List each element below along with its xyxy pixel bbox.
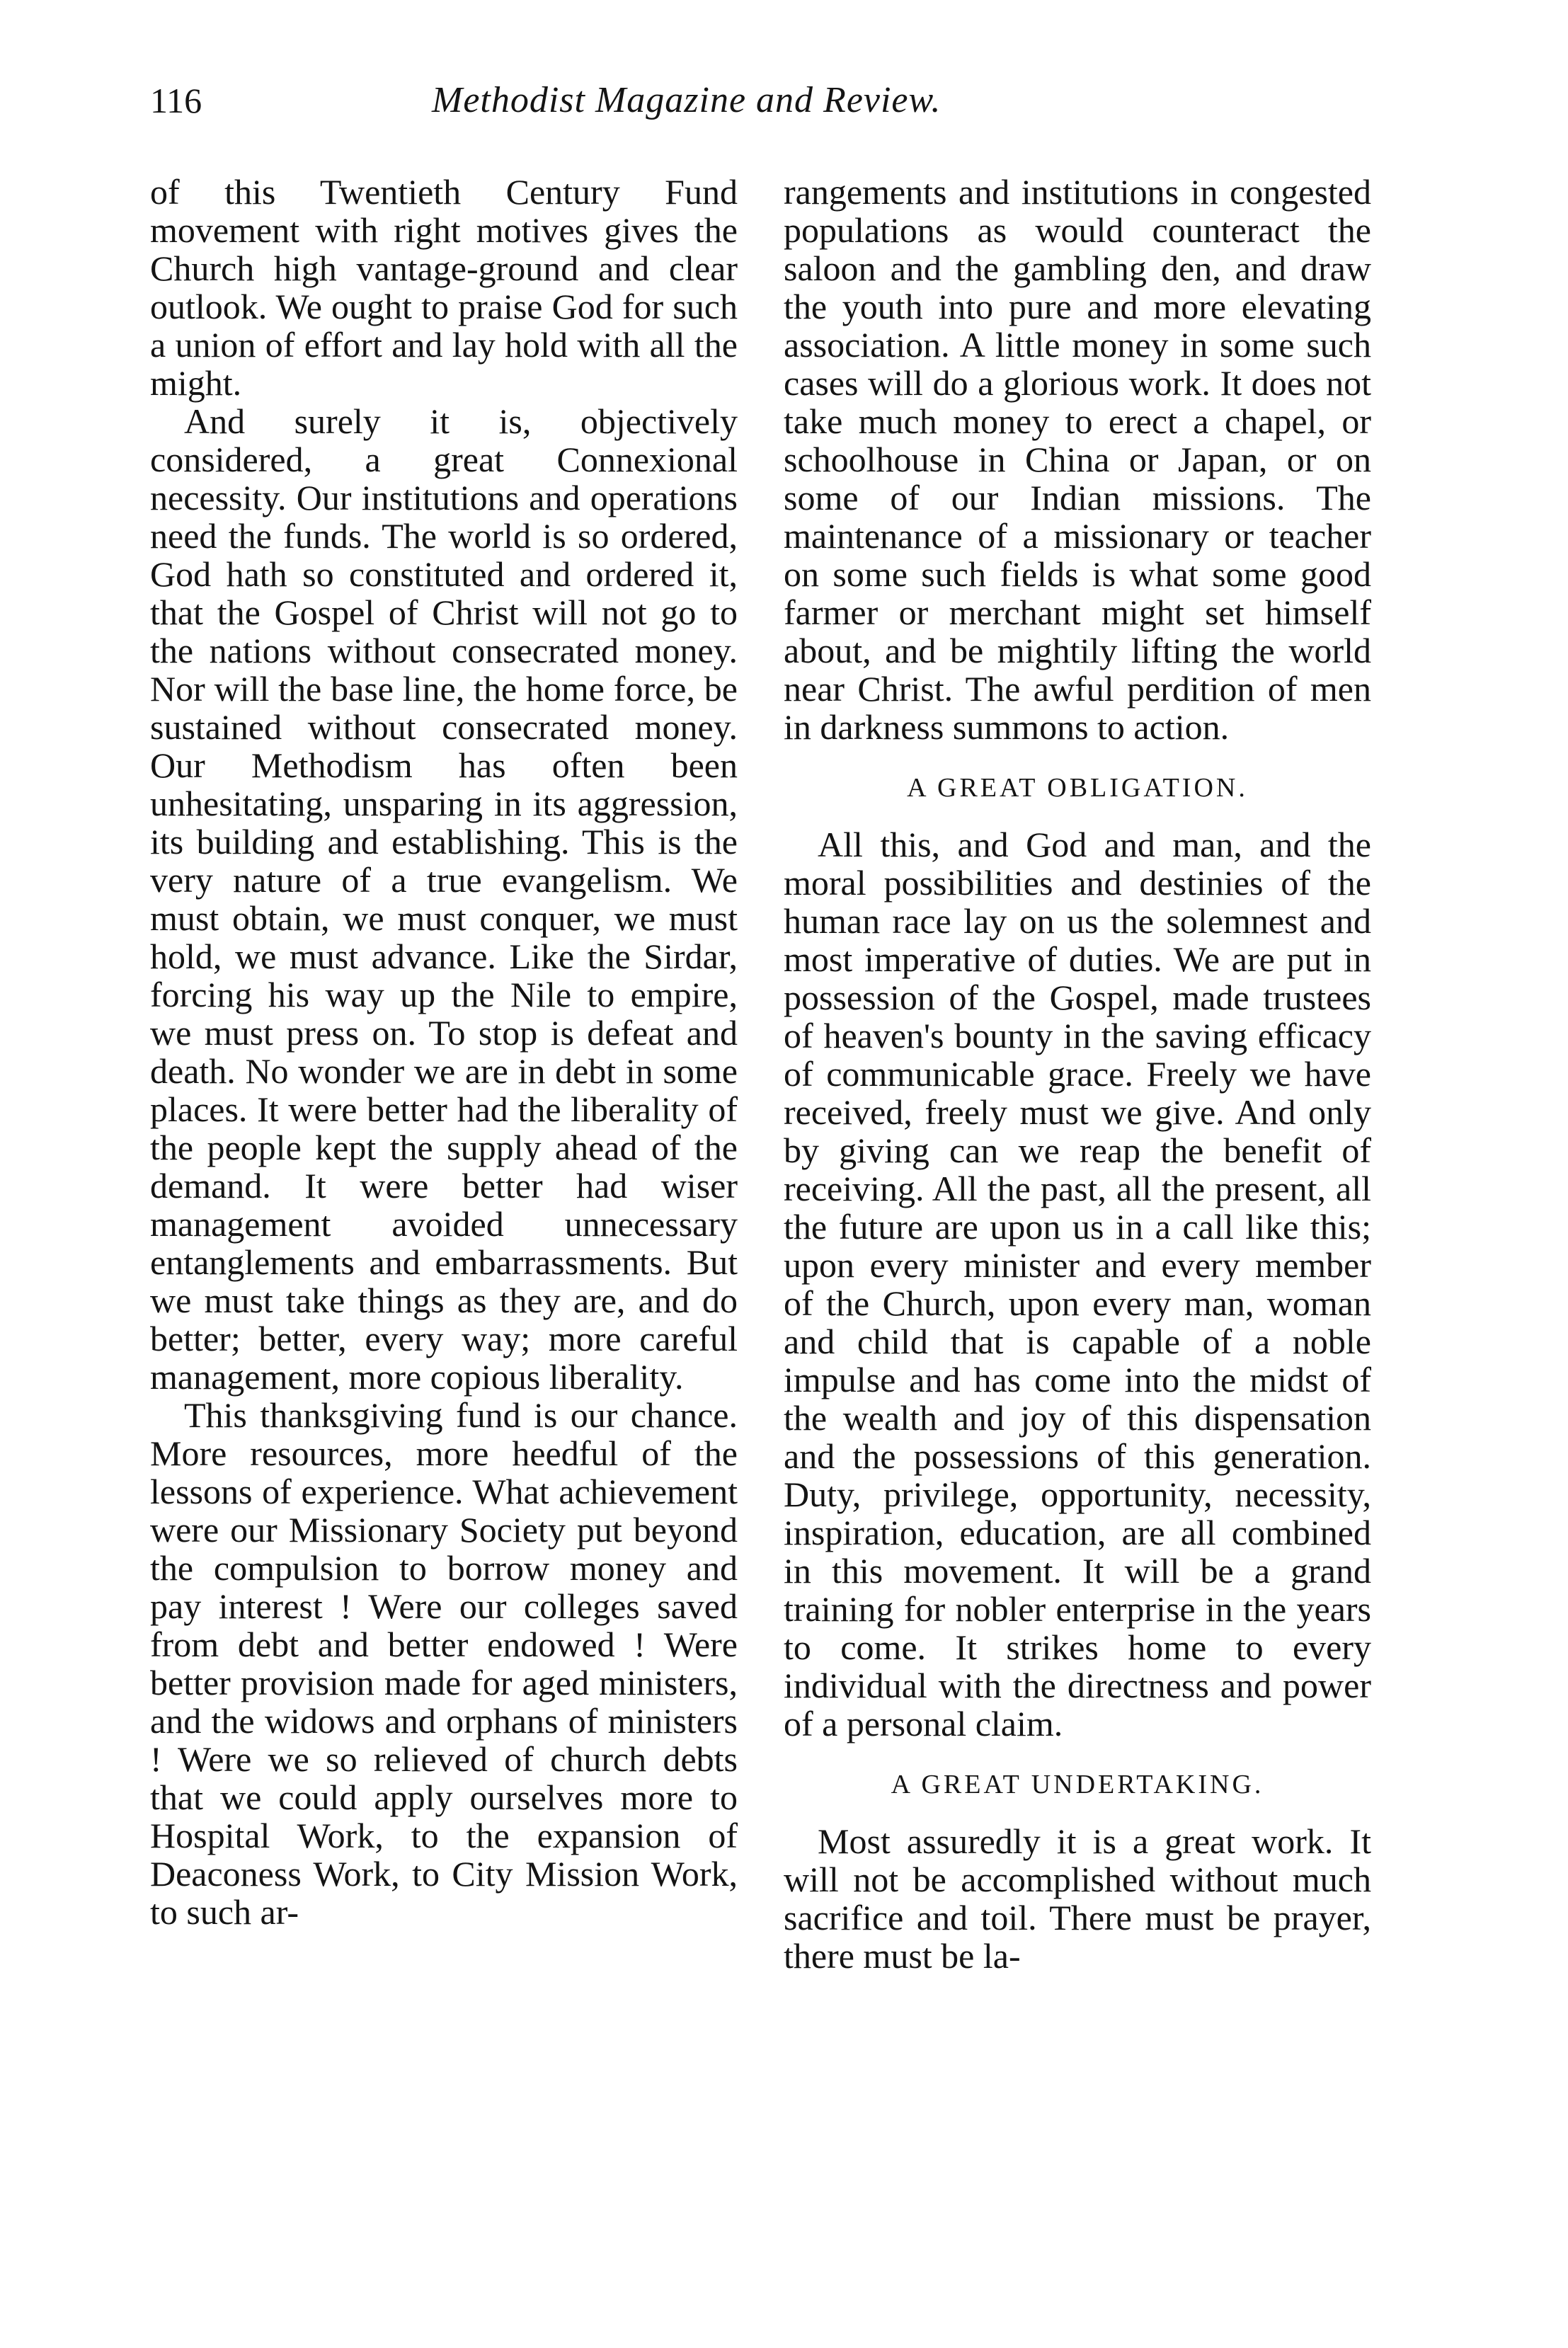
paragraph: Most assuredly it is a great work. It will not be accomplished without much sacrifice and toil. There must be prayer, there must be la- [784, 1821, 1371, 1976]
paragraph: of this Twentieth Century Fund movement with right motives gives the Church high vantage-ground and clear outlook. We ought to praise God for such a union of effort and lay hold with all the might. [150, 172, 738, 403]
running-title: Methodist Magazine and Review. [432, 80, 942, 120]
section-heading-undertaking: A GREAT UNDERTAKING. [891, 1770, 1264, 1799]
paragraph: All this, and God and man, and the moral possibilities and destinies of the human race lay on us the solemnest and most imperative of duties. We are put in possession of the Gospel, made trustees of heaven's bounty in the saving efficacy of communicable grace. Freely we have received, freely must we give. And only by giving can we reap the benefit of receiving. All the past, all the present, all the future are upon us in a call like this; upon every minister and every member of the Church, upon every man, woman and child that is capable of a noble impulse and has come into the midst of the wealth and joy of this dispensation and the possessions of this generation. Duty, privilege, opportunity, necessity, inspiration, education, are all combined in this movement. It will be a grand training for nobler enterprise in the years to come. It strikes home to every individual with the directness and power of a personal claim. [784, 825, 1371, 1743]
page-number: 116 [150, 81, 202, 120]
paragraph: This thanksgiving fund is our chance. More resources, more heedful of the lessons of experience. What achievement were our Missionary Society put beyond the compulsion to borrow money and pay interest ! Were our colleges saved from debt and better endowed ! Were better provision made for aged ministers, and the widows and orphans of ministers ! Were we so relieved of church debts that we could apply ourselves more to Hospital Work, to the expansion of Deaconess Work, to City Mission Work, to such ar- [150, 1395, 738, 1932]
right-column [784, 173, 1371, 1975]
left-column [150, 173, 738, 1931]
paragraph: rangements and institutions in congested populations as would counteract the saloon and the gambling den, and draw the youth into pure and more elevating association. A little money in some such cases will do a glorious work. It does not take much money to erect a chapel, or schoolhouse in China or Japan, or on some of our Indian missions. The maintenance of a missionary or teacher on some such fields is what some good farmer or merchant might set himself about, and be mightily lifting the world near Christ. The awful perdition of men in darkness summons to action. [784, 172, 1371, 747]
paragraph: And surely it is, objectively considered, a great Connexional necessity. Our institutions and operations need the funds. The world is so ordered, God hath so constituted and ordered it, that the Gospel of Christ will not go to the nations without consecrated money. Nor will the base line, the home force, be sustained without consecrated money. Our Methodism has often been unhesitating, unsparing in its aggression, its building and establishing. This is the very nature of a true evangelism. We must obtain, we must conquer, we must hold, we must advance. Like the Sirdar, forcing his way up the Nile to empire, we must press on. To stop is defeat and death. No wonder we are in debt in some places. It were better had the liberality of the people kept the supply ahead of the demand. It were better had wiser management avoided unnecessary entanglements and embarrassments. But we must take things as they are, and do better; better, every way; more careful management, more copious liberality. [150, 401, 738, 1397]
section-heading-obligation: A GREAT OBLIGATION. [907, 773, 1248, 803]
